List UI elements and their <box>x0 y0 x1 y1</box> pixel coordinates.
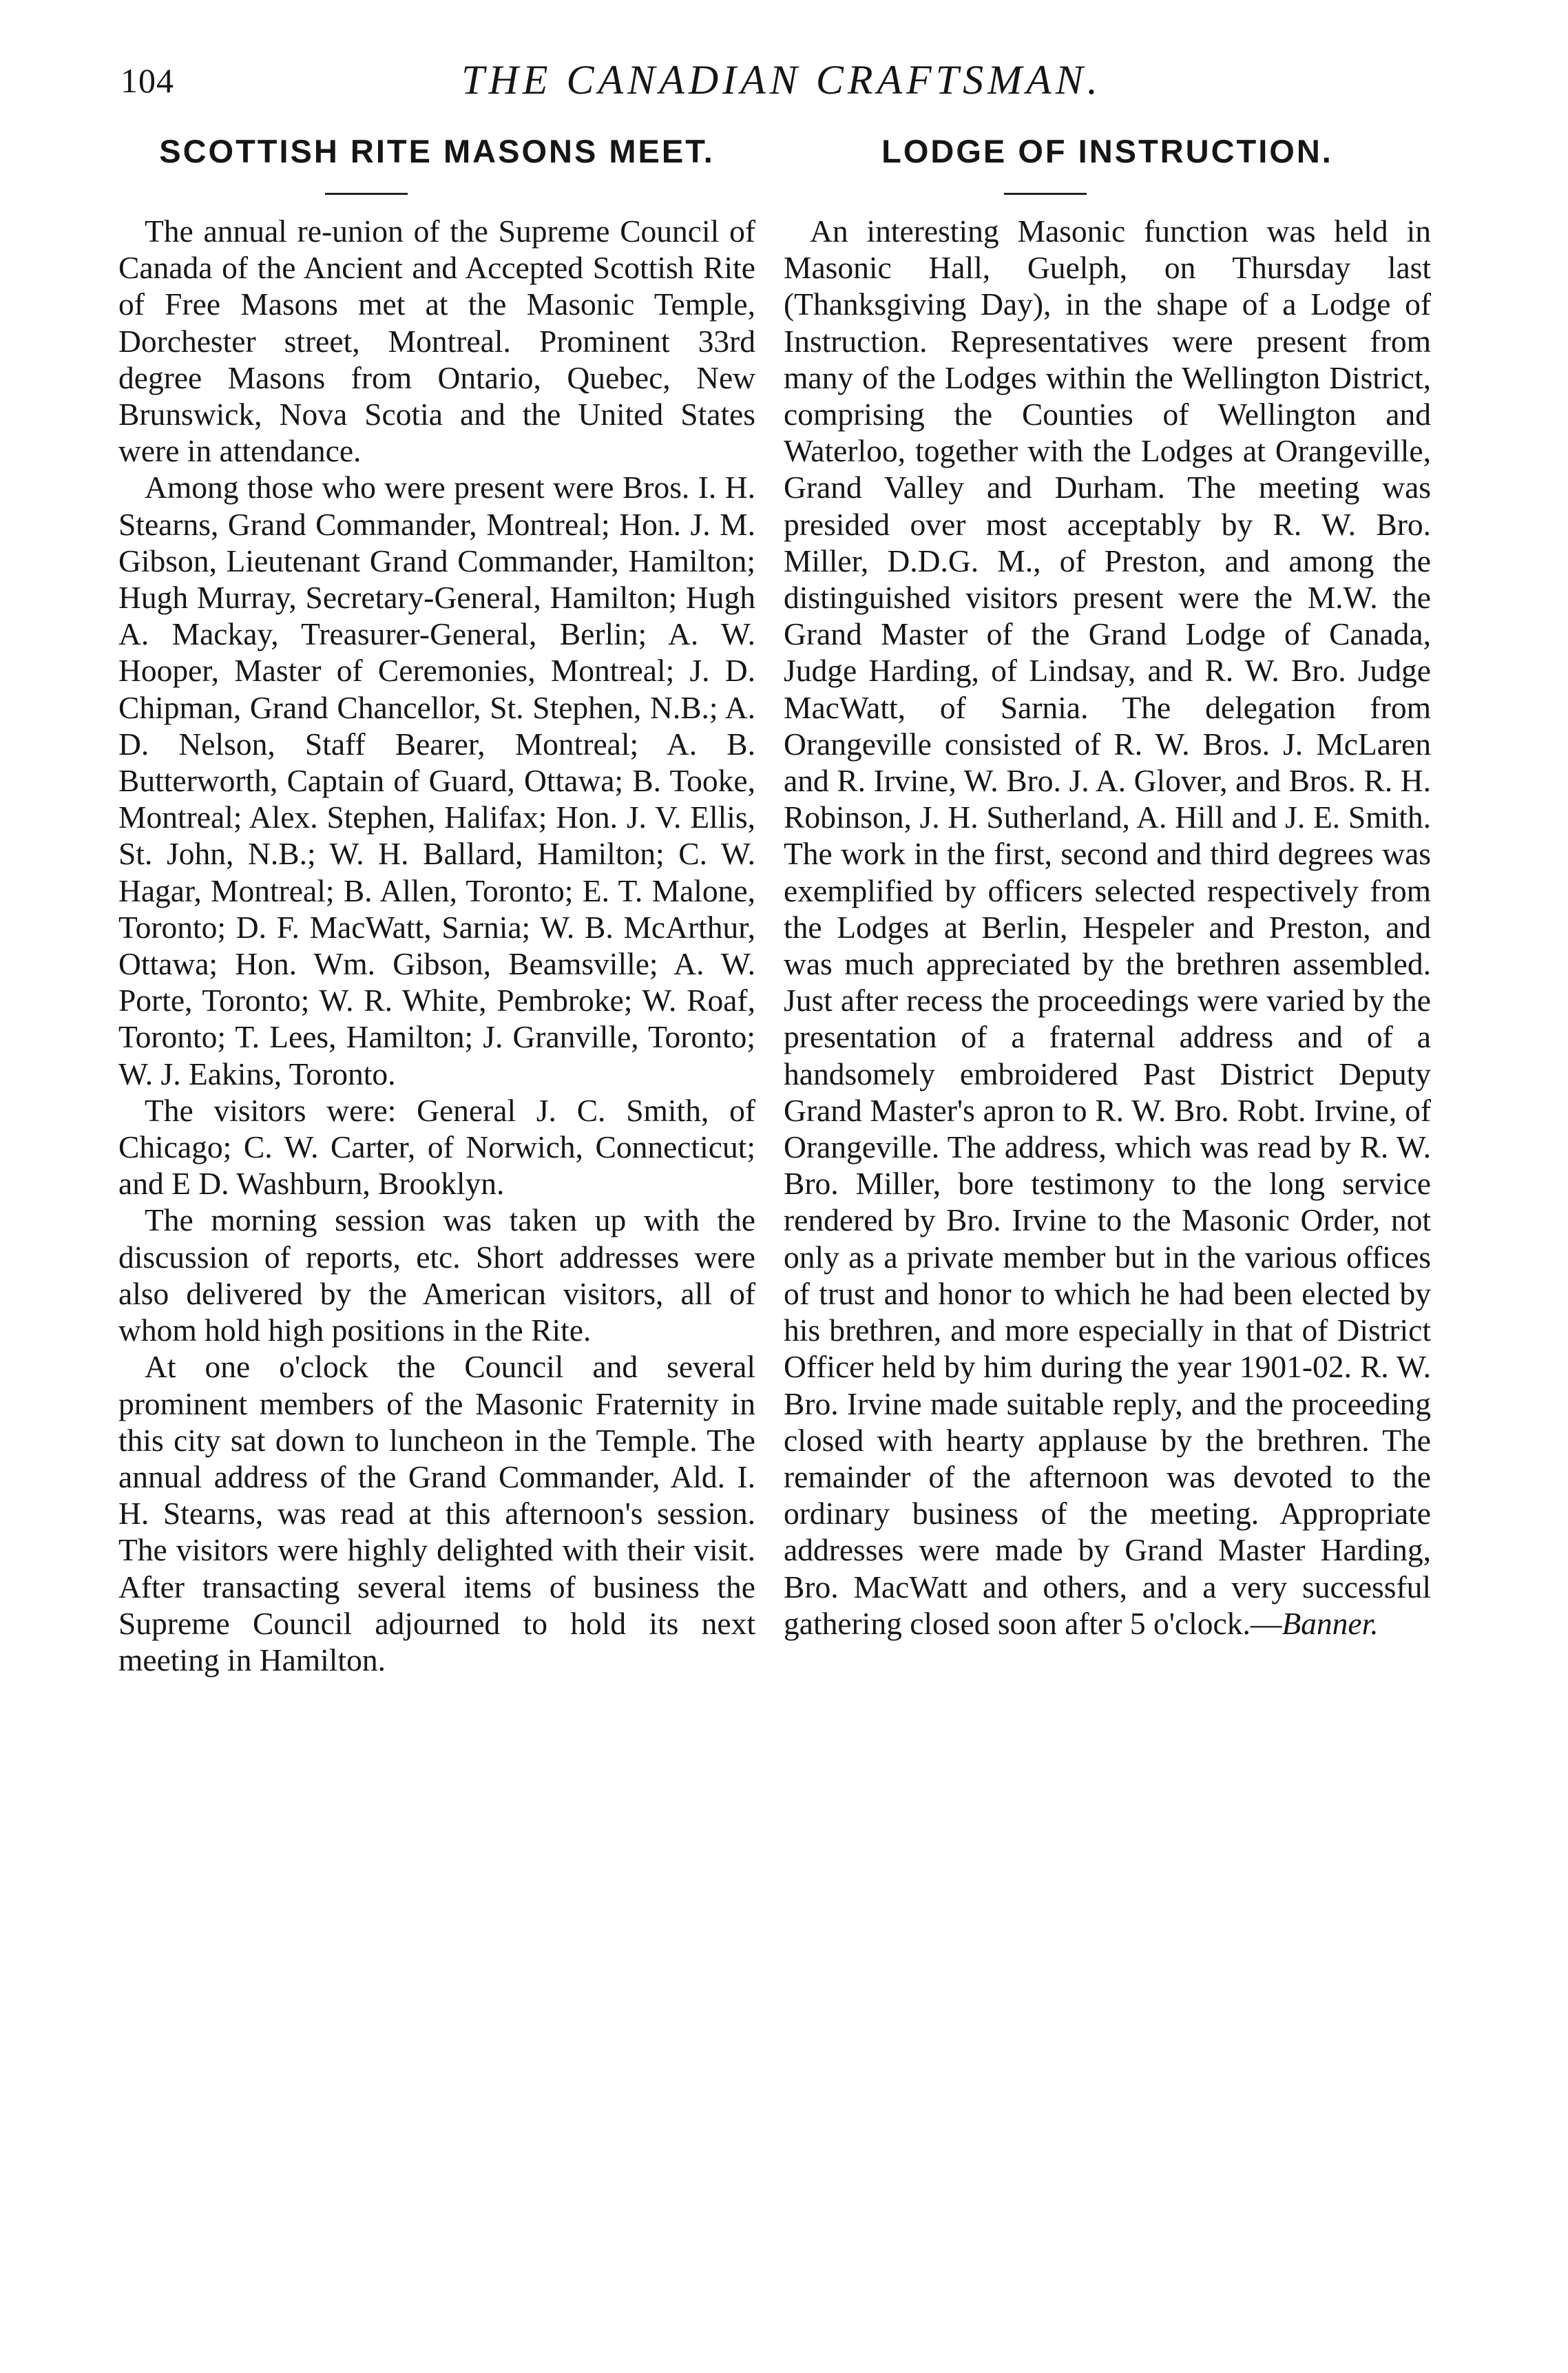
article-paragraph: The annual re-union of the Supreme Council of Canada of the Ancient and Accepted Scottish Rite of Free Masons met at the Masonic Temple, Dorchester street, Montreal. Prominent 33rd degree Masons from Ontario, Quebec, New Brunswick, Nova Scotia and the United States were in attendance. <box>118 213 755 469</box>
right-column <box>784 131 1431 2252</box>
page-number: 104 <box>121 61 174 100</box>
journal-title: THE CANADIAN CRAFTSMAN. <box>461 57 1102 103</box>
article-body-text: An interesting Masonic function was held in Masonic Hall, Guelph, on Thursday last (Thanksgiving Day), in the shape of a Lodge of Instruction. Representatives were present from many of the Lodges within the Wellington District, comprising the Counties of Wellington and Waterloo, together with the Lodges at Orangeville, Grand Valley and Durham. The meeting was presided over most acceptably by R. W. Bro. Miller, D.D.G. M., of Preston, and among the distinguished visitors present were the M.W. the Grand Master of the Grand Lodge of Canada, Judge Harding, of Lindsay, and R. W. Bro. Judge MacWatt, of Sarnia. The delegation from Orangeville consisted of R. W. Bros. J. McLaren and R. Irvine, W. Bro. J. A. Glover, and Bros. R. H. Robinson, J. H. Sutherland, A. Hill and J. E. Smith. The work in the first, second and third degrees was exemplified by officers selected respectively from the Lodges at Berlin, Hespeler and Preston, and was much appreciated by the brethren assembled. Just after recess the proceedings were varied by the presentation of a fraternal address and of a handsomely embroidered Past District Deputy Grand Master's apron to R. W. Bro. Robt. Irvine, of Orangeville. The address, which was read by R. W. Bro. Miller, bore testimony to the long service rendered by Bro. Irvine to the Masonic Order, not only as a private member but in the various offices of trust and honor to which he had been elected by his brethren, and more especially in that of District Officer held by him during the year 1901-02. R. W. Bro. Irvine made suitable reply, and the proceeding closed with hearty applause by the brethren. The remainder of the afternoon was devoted to the ordinary business of the meeting. Appropriate addresses were made by Grand Master Harding, Bro. MacWatt and others, and a very successful gathering closed soon after 5 o'clock.— <box>784 213 1431 1641</box>
source-credit: Banner. <box>1282 1605 1379 1641</box>
running-head <box>121 56 1443 118</box>
article-paragraph <box>784 213 1431 1642</box>
article-paragraph: The morning session was taken up with the discussion of reports, etc. Short addresses were also delivered by the American visitors, all of whom hold high positions in the Rite. <box>118 1202 755 1348</box>
headline-rule <box>1004 193 1087 195</box>
article-headline-lodge-of-instruction: LODGE OF INSTRUCTION. <box>881 133 1333 169</box>
article-paragraph: The visitors were: General J. C. Smith, of Chicago; C. W. Carter, of Norwich, Connecticut; and E D. Washburn, Brooklyn. <box>118 1092 755 1202</box>
left-column <box>118 131 755 2252</box>
article-paragraph: Among those who were present were Bros. I. H. Stearns, Grand Commander, Montreal; Hon. J. M. Gibson, Lieutenant Grand Commander, Hamilton; Hugh Murray, Secretary-General, Hamilton; Hugh A. Mackay, Treasurer-General, Berlin; A. W. Hooper, Master of Ceremonies, Montreal; J. D. Chipman, Grand Chancellor, St. Stephen, N.B.; A. D. Nelson, Staff Bearer, Montreal; A. B. Butterworth, Captain of Guard, Ottawa; B. Tooke, Montreal; Alex. Stephen, Halifax; Hon. J. V. Ellis, St. John, N.B.; W. H. Ballard, Hamilton; C. W. Hagar, Montreal; B. Allen, Toronto; E. T. Malone, Toronto; D. F. MacWatt, Sarnia; W. B. McArthur, Ottawa; Hon. Wm. Gibson, Beamsville; A. W. Porte, Toronto; W. R. White, Pembroke; W. Roaf, Toronto; T. Lees, Hamilton; J. Granville, Toronto; W. J. Eakins, Toronto. <box>118 470 755 1091</box>
headline-rule <box>325 193 408 195</box>
article-headline-scottish-rite: SCOTTISH RITE MASONS MEET. <box>159 133 715 169</box>
article-paragraph: At one o'clock the Council and several prominent members of the Masonic Fraternity in this city sat down to luncheon in the Temple. The annual address of the Grand Commander, Ald. I. H. Stearns, was read at this afternoon's session. The visitors were highly delighted with their visit. After transacting several items of business the Supreme Council adjourned to hold its next meeting in Hamilton. <box>118 1349 755 1677</box>
